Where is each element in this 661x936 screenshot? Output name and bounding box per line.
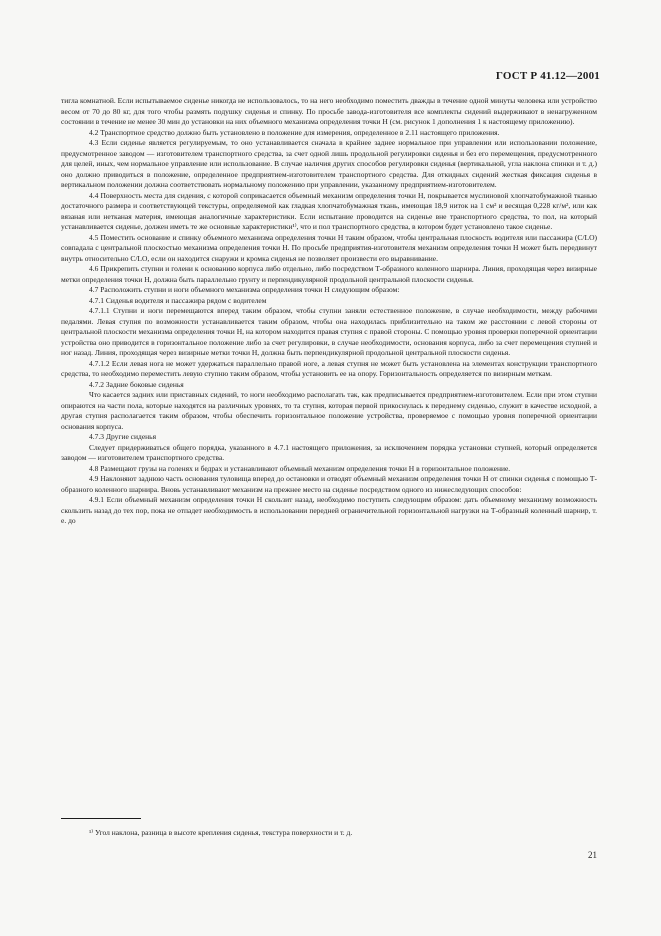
paragraph: 4.2 Транспортное средство должно быть установлено в положение для измерения, определенное в 2.11 настоящего приложения. [89,127,500,137]
footnote-divider [61,818,141,819]
paragraph: 4.4 Поверхность места для сидения, с которой соприкасается объемный механизм определения точки H, покрывается муслиновой хлопчатобумажной тканью достаточного размера и соответствующей текстуры, определяемой как гладкая хлопчатобумажная ткань, имеющая 18,9 ниток на 1 см² и весящая 0,228 кг/м², или как вязаная или нетканая материя, имеющая аналогичные характеристики. Если испытание проводится на сиденье вне транспортного средства, то пол, на который устанавливается сиденье, должен иметь те же основные характеристики¹⁾, что и пол транспортного средства, в котором будет установлено такое сиденье. [61,190,597,231]
paragraph: Следует придерживаться общего порядка, указанного в 4.7.1 настоящего приложения, за исключением порядка установки ступней, который определяется заводом — изготовителем транспортного средства. [61,442,597,462]
paragraph: Что касается задних или приставных сидений, то ноги необходимо располагать так, как предписывается предприятием-изготовителем. Если при этом ступни опираются на части пола, которые находятся на различных уровнях, то та ступня, которая первой прикоснулась к переднему сиденью, служит в качестве исходной, а другая ступня располагается таким образом, чтобы обеспечить горизонтальное положение устройства, проверяемое с помощью уровня поперечной ориентации основания корпуса. [61,390,597,431]
paragraph: 4.7.1.2 Если левая нога не может удержаться параллельно правой ноге, а левая ступня не может быть установлена на элементах конструкции транспортного средства, то необходимо переместить левую ступню таким образом, чтобы установить ее на опору. Горизонтальность определяется по визирным меткам. [61,358,597,378]
paragraph: 4.9 Наклоняют заднюю часть основания туловища вперед до остановки и отводят объемный механизм определения точки H от спинки сиденья с помощью Т-образного коленного шарнира. Вновь устанавливают механизм на прежнее место на сиденье посредством одного из нижеследующих способов: [61,474,597,494]
paragraph: 4.9.1 Если объемный механизм определения точки H скользит назад, необходимо поступить следующим образом: дать объемному механизму возможность скользить назад до тех пор, пока не отпадет необходимость в использовании передней ограничительной горизонтальной нагрузки на Т-образный коленный шарнир, т. е. до [61,495,597,525]
document-body [61,96,597,527]
paragraph: 4.3 Если сиденье является регулируемым, то оно устанавливается сначала в крайнее заднее нормальное при управлении или использовании положение, предусмотренное заводом — изготовителем транспортного средства, за счет одной лишь продольной регулировки сиденья и без его перемещения, предусмотренного для целей, иных, чем нормальное управление или использование. В случае наличия других способов регулировки сиденья (вертикальной, угла наклона спинки и т. д.) оно должно приводиться в положение, определенное предприятием-изготовителем транспортного средства. Для откидных сидений жесткая фиксация сиденья в вертикальном положении должна соответствовать нормальному положению при управлении, указанному предприятием-изготовителем. [61,138,597,189]
paragraph: 4.7.3 Другие сиденья [89,432,157,441]
paragraph: 4.7.1 Сиденья водителя и пассажира рядом с водителем [89,295,267,305]
paragraph: 4.6 Прикрепить ступни и голени к основанию корпуса либо отдельно, либо посредством Т-образного коленного шарнира. Линия, проходящая через визирные метки определения точки H, должна быть параллельно грунту и перпендикулярной продольной центральной плоскости сиденья. [61,264,597,284]
paragraph: 4.5 Поместить основание и спинку объемного механизма определения точки H таким образом, чтобы центральная плоскость водителя или пассажира (C/LO) совпадала с центральной плоскостью механизма определения точки H. По просьбе предприятия-изготовителя механизм определения точки H может быть передвинут внутрь относительно C/LO, если он находится снаружи и кромка сиденья не позволяет произвести его выравнивание. [61,232,597,263]
page-number: 21 [588,850,597,860]
footnote: ¹⁾ Угол наклона, разница в высоте крепления сиденья, текстура поверхности и т. д. [89,828,353,837]
document-header: ГОСТ Р 41.12—2001 [495,70,600,82]
paragraph: 4.7.2 Задние боковые сиденья [89,379,184,389]
paragraph: 4.7 Расположить ступни и ноги объемного механизма определения точки H следующим образом: [89,285,400,294]
paragraph: 4.8 Размещают грузы на голенях и бедрах и устанавливают объемный механизм определения точки H в горизонтальное положение. [89,463,511,473]
paragraph: 4.7.1.1 Ступни и ноги перемещаются вперед таким образом, чтобы ступни заняли естественное положение, в случае необходимости, между рабочими педалями. Левая ступня по возможности устанавливается таким образом, чтобы она находилась приблизительно на таком же расстоянии с левой стороны от центральной плоскости механизма определения точки H, на котором находится правая ступня с правой стороны. С помощью уровня проверки поперечной ориентации устройства оно приводится в горизонтальное положение либо за счет регулировки, в случае необходимости, основания корпуса, либо за счет перемещения ступней и ног назад. Линия, проходящая через визирные метки точки H, должна быть перпендикулярной продольной центральной плоскости сиденья. [61,306,597,357]
paragraph: тигла комнатной. Если испытываемое сиденье никогда не использовалось, то на него необходимо поместить дважды в течение одной минуты человека или устройство весом от 70 до 80 кг, для того чтобы размять подушку сиденья и спинку. По просьбе завода-изготовителя все комплекты сидений выдерживают в ненагруженном состоянии в течение не менее 30 мин до установки на них объемного механизма определения точки H (см. рисунок 1 дополнения 1 к настоящему приложению). [61,96,597,126]
